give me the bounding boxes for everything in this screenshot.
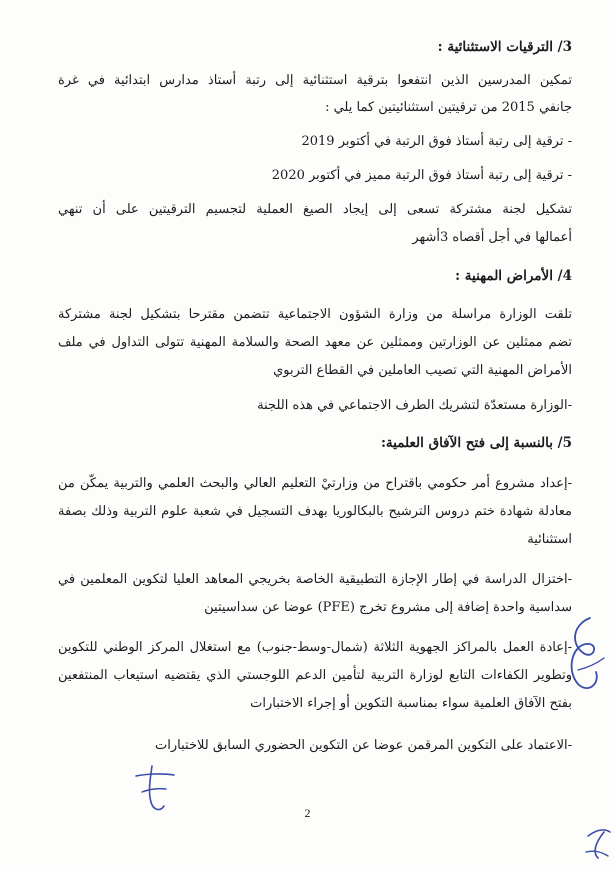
paragraph-line: استثنائية bbox=[527, 532, 572, 547]
signature-margin bbox=[560, 612, 610, 702]
paragraph-line: تضم ممثلين عن الوزارتين وممثلين عن معهد الصحة والسلامة المهنية تتولى التداول في ملف bbox=[58, 335, 572, 350]
paragraph-line: جانفي 2015 من ترقيتين استثنائيتين كما يلي : bbox=[325, 100, 572, 115]
list-item: - ترقية إلى رتبة أستاذ فوق الرتبة في أكتوبر 2019 bbox=[301, 134, 572, 149]
paragraph-line: تمكين المدرسين الذين انتفعوا بترقية استثنائية إلى رتبة أستاذ مدارس ابتدائية في غرة bbox=[58, 73, 572, 88]
heading-occupational-diseases: 4/ الأمراض المهنية : bbox=[455, 268, 572, 284]
signature-left bbox=[128, 762, 188, 822]
paragraph-line: -إعادة العمل بالمراكز الجهوية الثلاثة (شمال-وسط-جنوب) مع استغلال المركز الوطني للتكوين bbox=[58, 640, 572, 655]
heading-scientific-horizons: 5/ بالنسبة إلى فتح الآفاق العلمية: bbox=[380, 435, 572, 451]
paragraph-line: -إعداد مشروع أمر حكومي باقتراح من وزارتيْ التعليم العالي والبحث العلمي والتربية يمكّن من bbox=[58, 476, 572, 491]
paragraph-line: الأمراض المهنية التي تصيب العاملين في القطاع التربوي bbox=[273, 363, 572, 378]
paragraph-line: أعمالها في أجل أقصاه 3أشهر bbox=[412, 230, 572, 245]
paragraph-line: وتطوير الكفاءات التابع لوزارة التربية لتأمين الدعم اللوجستي الذي يقتضيه استيعاب المنتفعين bbox=[58, 668, 572, 683]
paragraph-line: تلقت الوزارة مراسلة من وزارة الشؤون الاجتماعية تتضمن مقترحا بتشكيل لجنة مشتركة bbox=[58, 307, 572, 322]
paragraph-line: تشكيل لجنة مشتركة تسعى إلى إيجاد الصيغ العملية لتجسيم الترقيتين على أن تنهي bbox=[58, 202, 572, 217]
paragraph-line: -الوزارة مستعدّة لتشريك الطرف الاجتماعي في هذه اللجنة bbox=[257, 398, 572, 413]
paragraph-line: سداسية واحدة إضافة إلى مشروع تخرج (PFE) عوضا عن سداسيتين bbox=[204, 600, 572, 615]
list-item: - ترقية إلى رتبة أستاذ فوق الرتبة مميز في أكتوبر 2020 bbox=[271, 168, 572, 183]
initials-corner bbox=[582, 822, 614, 868]
paragraph-line: بفتح الآفاق العلمية سواء بمناسبة التكوين أو إجراء الاختبارات bbox=[250, 696, 572, 711]
paragraph-line: -اختزال الدراسة في إطار الإجازة التطبيقية الخاصة بخريجي المعاهد العليا لتكوين المعلمين في bbox=[58, 572, 572, 587]
paragraph-line: معادلة شهادة ختم دروس الترشيح بالبكالوريا بهدف التسجيل في شعبة علوم التربية وذلك بصفة bbox=[58, 504, 572, 519]
page-number: 2 bbox=[304, 806, 311, 820]
heading-exceptional-promotions: 3/ الترقيات الاستثنائية : bbox=[437, 39, 572, 55]
paragraph-line: -الاعتماد على التكوين المرقمن عوضا عن التكوين الحضوري السابق للاختبارات bbox=[155, 738, 572, 753]
